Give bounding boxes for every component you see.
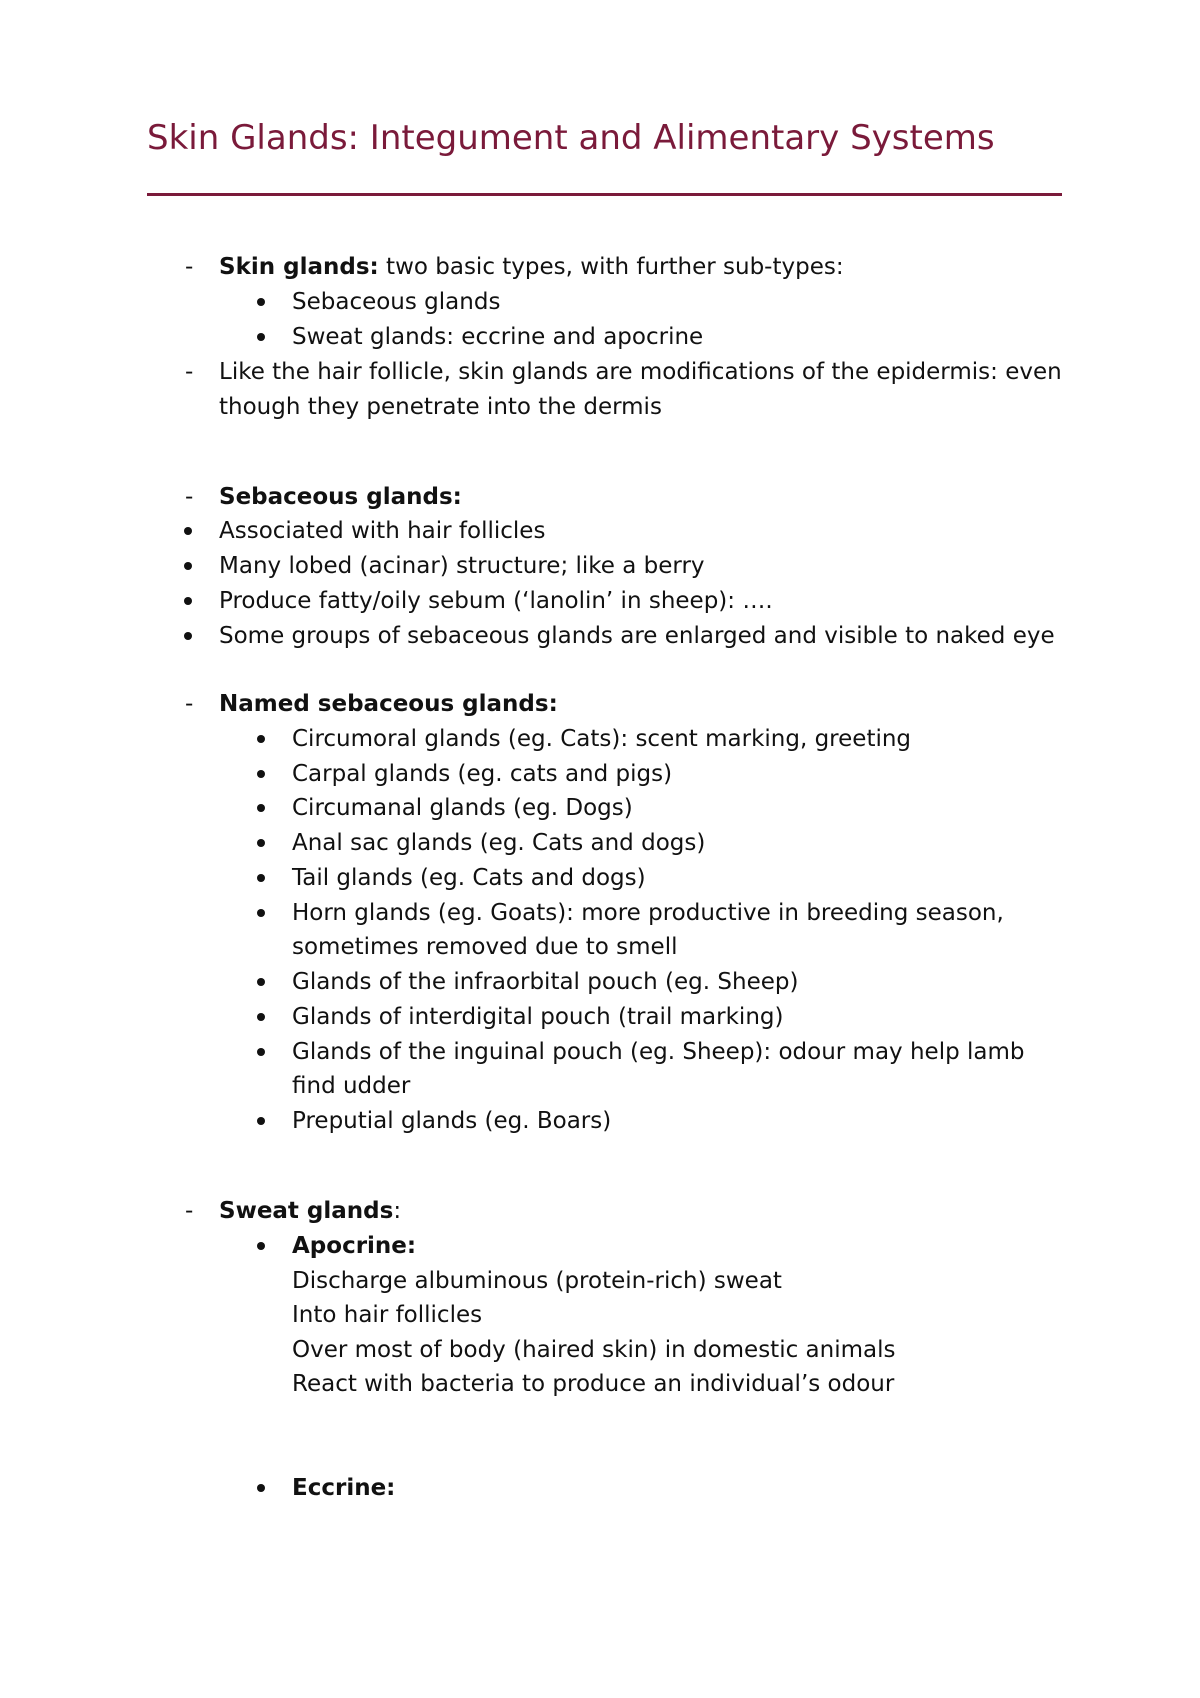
bullet-icon — [257, 1048, 265, 1056]
list-item: Preputial glands (eg. Boars) — [292, 1108, 612, 1134]
list-item: Circumoral glands (eg. Cats): scent marking, greeting — [292, 726, 912, 752]
list-item: Discharge albuminous (protein-rich) sweat — [292, 1268, 782, 1294]
list-item: Glands of the inguinal pouch (eg. Sheep): odour may help lamb — [292, 1039, 1025, 1065]
list-item: Over most of body (haired skin) in domestic animals — [292, 1337, 896, 1363]
dash-marker: - — [185, 359, 194, 385]
bullet-icon — [184, 527, 192, 535]
list-item: Tail glands (eg. Cats and dogs) — [292, 865, 646, 891]
section-heading: Named sebaceous glands: — [219, 691, 558, 717]
bullet-icon — [257, 804, 265, 812]
list-item: Into hair follicles — [292, 1302, 483, 1328]
list-item: React with bacteria to produce an individual’s odour — [292, 1371, 895, 1397]
list-item: Some groups of sebaceous glands are enlarged and visible to naked eye — [219, 623, 1055, 649]
list-item-continuation: find udder — [292, 1073, 411, 1099]
title-underline — [147, 193, 1062, 196]
skin-glands-text: two basic types, with further sub-types: — [378, 254, 844, 280]
list-item: Circumanal glands (eg. Dogs) — [292, 795, 633, 821]
bullet-icon — [257, 874, 265, 882]
bullet-icon — [257, 1242, 265, 1250]
bullet-icon — [257, 909, 265, 917]
dash-marker: - — [185, 254, 194, 280]
page-title: Skin Glands: Integument and Alimentary Systems — [147, 118, 995, 158]
list-item: Carpal glands (eg. cats and pigs) — [292, 761, 673, 787]
list-item — [219, 252, 844, 282]
list-item: Horn glands (eg. Goats): more productive in breeding season, — [292, 900, 1004, 926]
bullet-icon — [257, 1484, 265, 1492]
list-item-continuation: though they penetrate into the dermis — [219, 394, 662, 420]
list-item: Glands of the infraorbital pouch (eg. Sheep) — [292, 969, 799, 995]
bullet-icon — [257, 1013, 265, 1021]
bullet-icon — [257, 770, 265, 778]
subsection-heading: Apocrine: — [292, 1233, 417, 1259]
dash-marker: - — [185, 484, 194, 510]
sweat-glands-label: Sweat glands — [219, 1198, 394, 1224]
list-item: Glands of interdigital pouch (trail marking) — [292, 1004, 784, 1030]
bullet-icon — [257, 839, 265, 847]
bullet-icon — [184, 632, 192, 640]
bullet-icon — [257, 1117, 265, 1125]
section-heading: Sebaceous glands: — [219, 484, 462, 510]
list-item: Sebaceous glands — [292, 289, 501, 315]
dash-marker: - — [185, 691, 194, 717]
list-item: Anal sac glands (eg. Cats and dogs) — [292, 830, 706, 856]
list-item-continuation: sometimes removed due to smell — [292, 934, 678, 960]
list-item: Associated with hair follicles — [219, 518, 546, 544]
skin-glands-label: Skin glands: — [219, 254, 379, 280]
bullet-icon — [257, 735, 265, 743]
subsection-heading: Eccrine: — [292, 1475, 396, 1501]
bullet-icon — [184, 597, 192, 605]
list-item: Many lobed (acinar) structure; like a berry — [219, 553, 705, 579]
list-item: Produce fatty/oily sebum (‘lanolin’ in sheep): …. — [219, 588, 773, 614]
list-item: Like the hair follicle, skin glands are modifications of the epidermis: even — [219, 359, 1062, 385]
bullet-icon — [257, 298, 265, 306]
dash-marker: - — [185, 1198, 194, 1224]
bullet-icon — [184, 562, 192, 570]
section-heading — [219, 1196, 401, 1226]
heading-colon: : — [393, 1198, 402, 1224]
bullet-icon — [257, 333, 265, 341]
list-item: Sweat glands: eccrine and apocrine — [292, 324, 704, 350]
bullet-icon — [257, 978, 265, 986]
